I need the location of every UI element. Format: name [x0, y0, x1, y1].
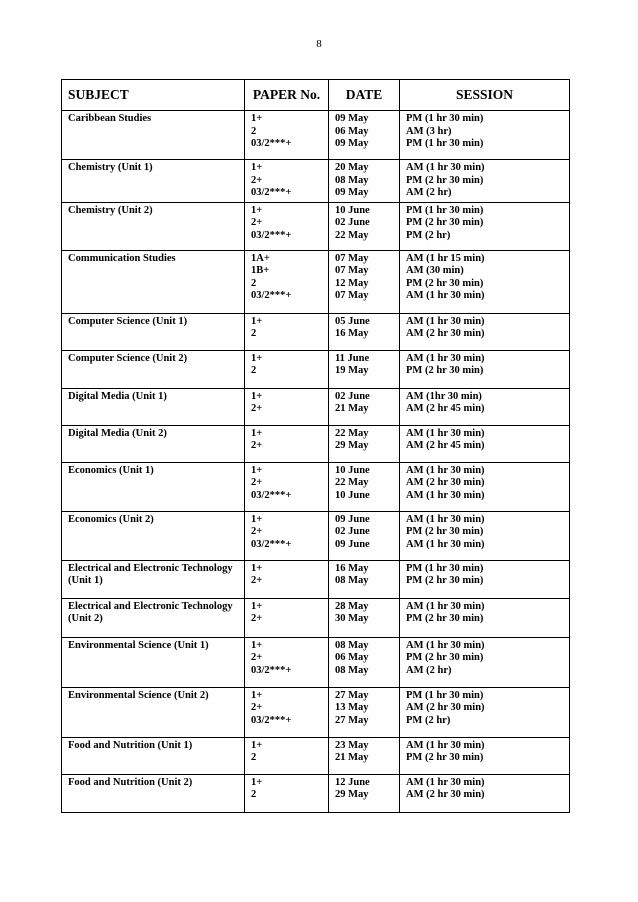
session-time: AM (2 hr)	[406, 187, 452, 198]
subject-cell	[62, 598, 245, 637]
table-row	[62, 774, 570, 812]
exam-date: 05 June	[335, 315, 370, 327]
subject-line: (Unit 1)	[68, 575, 103, 586]
session-cell	[400, 774, 570, 812]
paper-number: 03/2***+	[251, 229, 292, 241]
paper-number: 1A+	[251, 252, 270, 264]
session-time: AM (3 hr)	[406, 125, 452, 137]
paper-cell	[245, 111, 329, 160]
subject-line: Electrical and Electronic Technology	[68, 562, 233, 574]
session-time: PM (2 hr 30 min)	[406, 575, 484, 586]
header-subject: SUBJECT	[62, 80, 245, 111]
date-cell	[329, 687, 400, 737]
session-cell	[400, 737, 570, 774]
paper-cell	[245, 388, 329, 425]
exam-date: 27 May	[335, 714, 369, 726]
table-row	[62, 160, 570, 203]
session-cell	[400, 687, 570, 737]
exam-date: 21 May	[335, 403, 369, 414]
header-paper: PAPER No.	[245, 80, 329, 111]
subject-cell	[62, 202, 245, 250]
session-time: AM (2 hr 30 min)	[406, 477, 485, 488]
exam-date: 10 June	[335, 464, 370, 476]
subject-line: Digital Media (Unit 1)	[68, 390, 167, 402]
date-cell	[329, 560, 400, 598]
exam-date: 02 June	[335, 217, 370, 228]
paper-number: 1+	[251, 562, 263, 574]
exam-date: 11 June	[335, 352, 370, 364]
paper-cell	[245, 160, 329, 203]
paper-number: 03/2***+	[251, 187, 292, 198]
subject-cell	[62, 462, 245, 511]
session-cell	[400, 462, 570, 511]
session-time: AM (1 hr 30 min)	[406, 739, 485, 751]
session-time: PM (1 hr 30 min)	[406, 204, 484, 216]
session-time: AM (1 hr 30 min)	[406, 538, 485, 550]
date-cell	[329, 250, 400, 313]
page-number: 8	[316, 38, 322, 50]
table-row	[62, 313, 570, 350]
session-time: AM (1 hr 30 min)	[406, 352, 485, 364]
session-time: AM (1 hr 30 min)	[406, 600, 485, 612]
subject-line: Computer Science (Unit 1)	[68, 315, 188, 327]
paper-cell	[245, 350, 329, 388]
subject-line: Digital Media (Unit 2)	[68, 427, 167, 439]
subject-line: Communication Studies	[68, 252, 176, 264]
table-row	[62, 111, 570, 160]
date-cell	[329, 350, 400, 388]
session-time: AM (1 hr 30 min)	[406, 464, 485, 476]
exam-date: 22 May	[335, 427, 369, 439]
header-date: DATE	[329, 80, 400, 111]
session-cell	[400, 511, 570, 560]
session-time: AM (2 hr 30 min)	[406, 328, 485, 339]
exam-date: 30 May	[335, 613, 369, 624]
schedule-body	[62, 111, 570, 813]
paper-number: 1+	[251, 352, 263, 364]
paper-cell	[245, 202, 329, 250]
session-cell	[400, 250, 570, 313]
paper-number: 03/2***+	[251, 664, 292, 676]
subject-cell	[62, 425, 245, 462]
subject-line: Computer Science (Unit 2)	[68, 352, 188, 364]
paper-number: 1B+	[251, 265, 270, 276]
table-row	[62, 250, 570, 313]
session-time: PM (2 hr 30 min)	[406, 526, 484, 537]
paper-number: 1+	[251, 776, 263, 788]
exam-date: 29 May	[335, 440, 369, 451]
date-cell	[329, 111, 400, 160]
paper-number: 03/2***+	[251, 489, 292, 501]
session-cell	[400, 598, 570, 637]
paper-cell	[245, 425, 329, 462]
paper-number: 2+	[251, 526, 263, 537]
paper-number: 1+	[251, 464, 263, 476]
exam-date: 07 May	[335, 290, 369, 301]
session-time: PM (2 hr 30 min)	[406, 613, 484, 624]
exam-date: 09 May	[335, 138, 369, 149]
paper-number: 2+	[251, 477, 263, 488]
session-cell	[400, 425, 570, 462]
subject-cell	[62, 687, 245, 737]
table-row	[62, 462, 570, 511]
session-cell	[400, 637, 570, 687]
exam-date: 02 June	[335, 526, 370, 537]
exam-date: 13 May	[335, 702, 369, 713]
subject-cell	[62, 388, 245, 425]
paper-number: 2	[251, 328, 257, 339]
subject-cell	[62, 774, 245, 812]
session-time: AM (1 hr 30 min)	[406, 776, 485, 788]
session-time: PM (2 hr 30 min)	[406, 752, 484, 763]
paper-cell	[245, 598, 329, 637]
subject-cell	[62, 250, 245, 313]
session-time: PM (2 hr 30 min)	[406, 365, 484, 376]
paper-number: 1+	[251, 390, 263, 402]
paper-cell	[245, 250, 329, 313]
exam-date: 07 May	[335, 265, 369, 276]
date-cell	[329, 160, 400, 203]
paper-number: 03/2***+	[251, 138, 292, 149]
paper-cell	[245, 687, 329, 737]
table-row	[62, 350, 570, 388]
subject-line: Economics (Unit 2)	[68, 513, 154, 525]
paper-cell	[245, 560, 329, 598]
date-cell	[329, 774, 400, 812]
exam-date: 23 May	[335, 739, 369, 751]
session-cell	[400, 350, 570, 388]
session-time: AM (2 hr)	[406, 664, 452, 676]
paper-number: 03/2***+	[251, 538, 292, 550]
table-row	[62, 388, 570, 425]
date-cell	[329, 313, 400, 350]
paper-number: 1+	[251, 113, 263, 124]
exam-date: 08 May	[335, 639, 369, 651]
paper-number: 2	[251, 125, 257, 137]
session-time: AM (1 hr 30 min)	[406, 290, 485, 301]
exam-date: 10 June	[335, 204, 370, 216]
paper-cell	[245, 313, 329, 350]
date-cell	[329, 511, 400, 560]
exam-date: 06 May	[335, 125, 369, 137]
session-time: AM (1 hr 30 min)	[406, 162, 485, 173]
paper-cell	[245, 511, 329, 560]
session-time: PM (2 hr 30 min)	[406, 652, 484, 663]
exam-date: 12 June	[335, 776, 370, 788]
exam-date: 19 May	[335, 365, 369, 376]
exam-date: 16 May	[335, 562, 369, 574]
session-time: AM (1 hr 30 min)	[406, 639, 485, 651]
exam-date: 09 June	[335, 538, 370, 550]
table-row	[62, 202, 570, 250]
exam-schedule-table	[61, 79, 570, 813]
session-time: AM (2 hr 30 min)	[406, 789, 485, 800]
subject-cell	[62, 511, 245, 560]
exam-date: 28 May	[335, 600, 369, 612]
subject-line: Caribbean Studies	[68, 113, 152, 124]
exam-date: 07 May	[335, 252, 369, 264]
exam-date: 09 May	[335, 113, 369, 124]
exam-date: 06 May	[335, 652, 369, 663]
session-time: AM (2 hr 45 min)	[406, 403, 485, 414]
paper-number: 2	[251, 277, 257, 289]
subject-line: Chemistry (Unit 1)	[68, 162, 153, 173]
session-time: PM (2 hr 30 min)	[406, 277, 484, 289]
paper-number: 03/2***+	[251, 714, 292, 726]
table-row	[62, 637, 570, 687]
table-row	[62, 598, 570, 637]
exam-date: 09 June	[335, 513, 370, 525]
session-cell	[400, 388, 570, 425]
subject-line: Food and Nutrition (Unit 1)	[68, 739, 193, 751]
paper-cell	[245, 737, 329, 774]
subject-cell	[62, 350, 245, 388]
paper-number: 2+	[251, 652, 263, 663]
date-cell	[329, 637, 400, 687]
subject-line: Food and Nutrition (Unit 2)	[68, 776, 193, 788]
paper-number: 2	[251, 789, 257, 800]
subject-line: Economics (Unit 1)	[68, 464, 154, 476]
exam-date: 27 May	[335, 689, 369, 701]
subject-line: (Unit 2)	[68, 613, 103, 624]
paper-number: 1+	[251, 689, 263, 701]
paper-number: 1+	[251, 204, 263, 216]
paper-number: 1+	[251, 639, 263, 651]
paper-number: 2+	[251, 217, 263, 228]
exam-date: 20 May	[335, 162, 369, 173]
paper-number: 2+	[251, 174, 263, 186]
paper-cell	[245, 774, 329, 812]
subject-cell	[62, 111, 245, 160]
exam-date: 29 May	[335, 789, 369, 800]
exam-date: 08 May	[335, 664, 369, 676]
date-cell	[329, 425, 400, 462]
exam-date: 12 May	[335, 277, 369, 289]
exam-date: 02 June	[335, 390, 370, 402]
session-time: AM (30 min)	[406, 265, 464, 276]
paper-number: 2+	[251, 702, 263, 713]
session-time: AM (1 hr 30 min)	[406, 489, 485, 501]
table-row	[62, 687, 570, 737]
session-cell	[400, 313, 570, 350]
subject-cell	[62, 560, 245, 598]
paper-number: 1+	[251, 315, 263, 327]
exam-date: 22 May	[335, 229, 369, 241]
paper-number: 2	[251, 752, 257, 763]
session-time: AM (2 hr 45 min)	[406, 440, 485, 451]
paper-number: 2	[251, 365, 257, 376]
header-row	[62, 80, 570, 111]
subject-cell	[62, 160, 245, 203]
session-cell	[400, 560, 570, 598]
paper-number: 2+	[251, 440, 263, 451]
session-cell	[400, 160, 570, 203]
exam-date: 16 May	[335, 328, 369, 339]
session-time: AM (2 hr 30 min)	[406, 702, 485, 713]
subject-line: Chemistry (Unit 2)	[68, 204, 153, 216]
exam-date: 21 May	[335, 752, 369, 763]
table-row	[62, 560, 570, 598]
subject-cell	[62, 737, 245, 774]
session-time: PM (1 hr 30 min)	[406, 689, 484, 701]
paper-number: 03/2***+	[251, 290, 292, 301]
session-time: PM (1 hr 30 min)	[406, 138, 484, 149]
subject-line: Electrical and Electronic Technology	[68, 600, 233, 612]
table-row	[62, 511, 570, 560]
session-cell	[400, 202, 570, 250]
subject-line: Environmental Science (Unit 2)	[68, 689, 209, 701]
exam-date: 08 May	[335, 575, 369, 586]
paper-number: 2+	[251, 403, 263, 414]
subject-cell	[62, 313, 245, 350]
paper-number: 2+	[251, 613, 263, 624]
date-cell	[329, 598, 400, 637]
exam-date: 10 June	[335, 489, 370, 501]
session-time: PM (2 hr)	[406, 229, 451, 241]
subject-cell	[62, 637, 245, 687]
paper-cell	[245, 637, 329, 687]
paper-number: 1+	[251, 513, 263, 525]
session-time: PM (1 hr 30 min)	[406, 113, 484, 124]
exam-date: 09 May	[335, 187, 369, 198]
paper-cell	[245, 462, 329, 511]
session-cell	[400, 111, 570, 160]
date-cell	[329, 462, 400, 511]
session-time: AM (1hr 30 min)	[406, 390, 482, 402]
header-session: SESSION	[400, 80, 570, 111]
session-time: AM (1 hr 30 min)	[406, 427, 485, 439]
session-time: PM (2 hr)	[406, 714, 451, 726]
paper-number: 1+	[251, 739, 263, 751]
session-time: AM (1 hr 30 min)	[406, 315, 485, 327]
session-time: PM (1 hr 30 min)	[406, 562, 484, 574]
date-cell	[329, 388, 400, 425]
exam-date: 08 May	[335, 174, 369, 186]
session-time: PM (2 hr 30 min)	[406, 174, 484, 186]
session-time: PM (2 hr 30 min)	[406, 217, 484, 228]
exam-date: 22 May	[335, 477, 369, 488]
table-row	[62, 737, 570, 774]
date-cell	[329, 737, 400, 774]
date-cell	[329, 202, 400, 250]
subject-line: Environmental Science (Unit 1)	[68, 639, 209, 651]
session-time: AM (1 hr 30 min)	[406, 513, 485, 525]
paper-number: 2+	[251, 575, 263, 586]
paper-number: 1+	[251, 427, 263, 439]
table-row	[62, 425, 570, 462]
session-time: AM (1 hr 15 min)	[406, 252, 485, 264]
paper-number: 1+	[251, 162, 263, 173]
paper-number: 1+	[251, 600, 263, 612]
